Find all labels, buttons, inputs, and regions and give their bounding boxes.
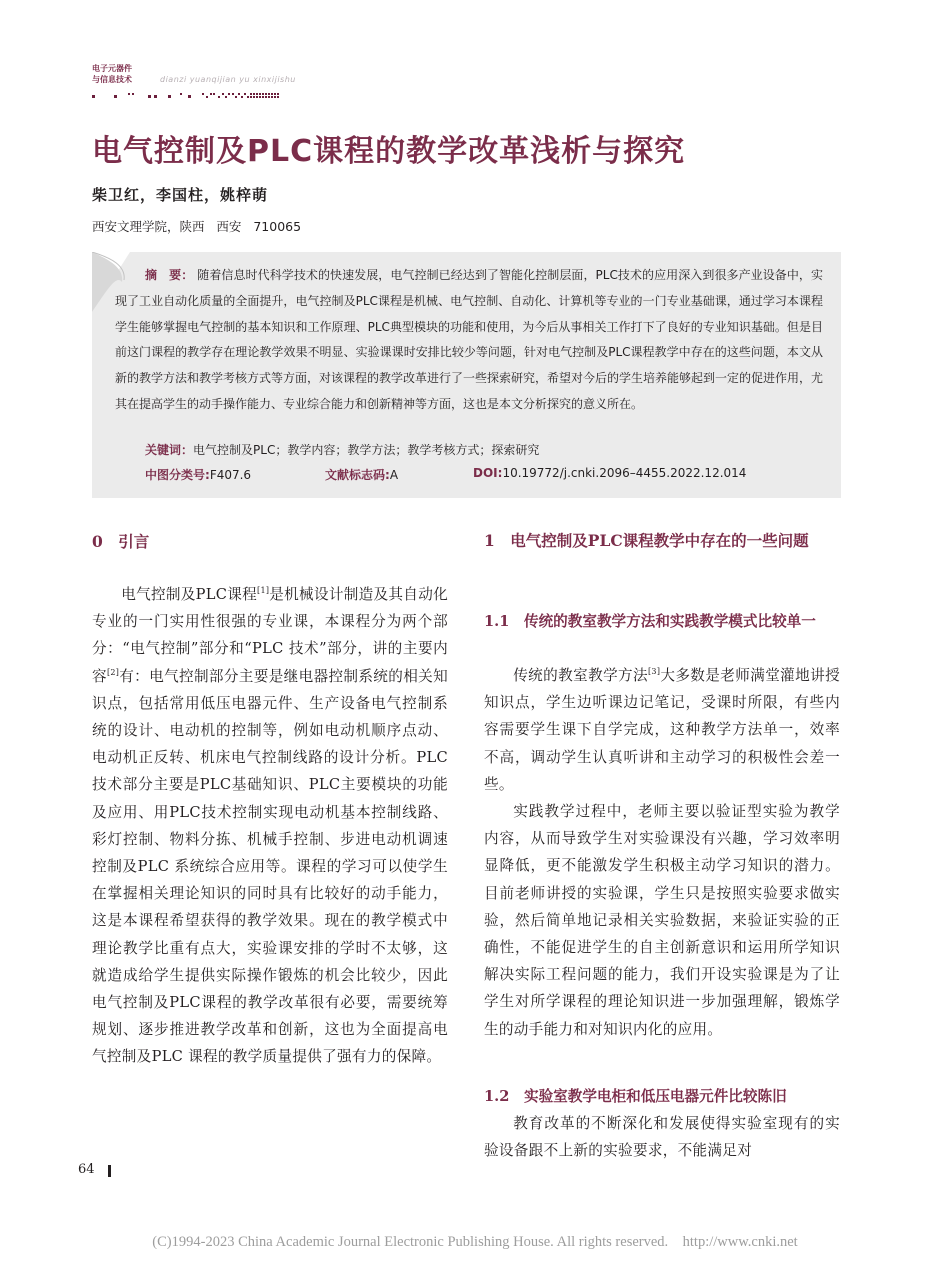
- text-run: 传统的教室教学方法: [513, 667, 649, 684]
- citation-ref: [3]: [648, 667, 661, 677]
- copyright-footer: (C)1994-2023 China Academic Journal Electronic Publishing House. All rights reserved. http://www.cnki.net: [152, 1234, 798, 1250]
- abstract-text: [115, 263, 823, 418]
- section-1-2-body: [484, 1110, 840, 1164]
- section-1-1-body: [484, 662, 840, 1043]
- text-run: 是机械设计制造及其自动化专业的一门实用性很强的专业课，本课程分为两个部分：“电气控制”部分和“PLC 技术”部分，讲的主要内容: [92, 586, 448, 685]
- article-affiliation: 西安文理学院，陕西 西安 710065: [92, 219, 302, 234]
- citation-ref: [1]: [257, 586, 270, 596]
- text-run: 电气控制及PLC课程: [121, 586, 258, 603]
- section-1-1-heading: 1.1 传统的教室教学方法和实践教学模式比较单一: [484, 613, 816, 630]
- clc-label: 中图分类号:: [145, 468, 210, 482]
- section-1-1-paragraph-1: [484, 662, 840, 798]
- section-0-heading: 0 引言: [92, 532, 150, 551]
- keywords-value: 电气控制及PLC；教学内容；教学方法；教学考核方式；探索研究: [193, 443, 540, 457]
- section-1-1-paragraph-2: 实践教学过程中，老师主要以验证型实验为教学内容，从而导致学生对实验课没有兴趣，学习效率明显降低，更不能激发学生积极主动学习知识的潜力。目前老师讲授的实验课，学生只是按照实验要求做实验，然后简单地记录相关实验数据，来验证实验的正确性，不能促进学生的自主创新意识和运用所学知识解决实际工程问题的能力，我们开设实验课是为了让学生对所学课程的理论知识进一步加强理解，锻炼学生的动手能力和对知识内化的应用。: [484, 803, 840, 1038]
- section-0-body: [92, 581, 448, 1071]
- keywords-label: 关键词：: [145, 443, 194, 457]
- keywords: [145, 441, 539, 458]
- abstract-body: 随着信息时代科学技术的快速发展，电气控制已经达到了智能化控制层面，PLC技术的应用深入到很多产业设备中，实现了工业自动化质量的全面提升，电气控制及PLC课程是机械、电气控制、自动化、计算机等专业的一门专业基础课，通过学习本课程学生能够掌握电气控制的基本知识和工作原理、PLC典型模块的功能和使用，为今后从事相关工作打下了良好的专业知识基础。但是目前这门课程的教学存在理论教学效果不明显、实验课课时安排比较少等问题，针对电气控制及PLC课程教学中存在的这些问题，本文从新的教学方法和教学考核方式等方面，对该课程的教学改革进行了一些探索研究，希望对今后的学生培养能够起到一定的促进作用，尤其在提高学生的动手操作能力、专业综合能力和创新精神等方面，这也是本文分析探究的意义所在。: [115, 268, 824, 411]
- doc-code-label: 文献标志码:: [325, 468, 390, 482]
- classification-line: [145, 466, 765, 482]
- text-run: 大多数是老师满堂灌地讲授知识点，学生边听课边记笔记，受课时所限，有些内容需要学生课下自学完成，这种教学方法单一，效率不高，调动学生认真听讲和主动学习的积极性会差一些。: [484, 667, 841, 793]
- section-1-2-heading: 1.2 实验室教学电柜和低压电器元件比较陈旧: [484, 1088, 787, 1105]
- page-number-bar: [108, 1165, 111, 1177]
- doi-value: 10.19772/j.cnki.2096–4455.2022.12.014: [502, 466, 747, 480]
- section-0-paragraph: [92, 581, 448, 1071]
- citation-ref: [2]: [106, 667, 120, 677]
- text-run: 有：电气控制部分主要是继电器控制系统的相关知识点，包括常用低压电器元件、生产设备电气控制系统的设计、电动机的控制等，例如电动机顺序点动、电动机正反转、机床电气控制线路的设计分析。PLC技术部分主要是PLC基础知识、PLC主要模块的功能及应用、用PLC技术控制实现电动机基本控制线路、彩灯控制、物料分拣、机械手控制、步进电动机调速控制及PLC 系统综合应用等。课程的学习可以使学生在掌握相关理论知识的同时具有比较好的动手能力，这是本课程希望获得的教学效果。现在的教学模式中理论教学比重有点大，实验课安排的学时不太够，这就造成给学生提供实际操作锻炼的机会比较少，因此电气控制及PLC课程的教学改革很有必要，需要统筹规划、逐步推进教学改革和创新，这也为全面提高电气控制及PLC 课程的教学质量提供了强有力的保障。: [92, 667, 448, 1066]
- article-title: 电气控制及PLC课程的教学改革浅析与探究: [92, 134, 686, 169]
- doi-label: DOI:: [473, 466, 503, 480]
- doc-code-value: A: [389, 468, 399, 482]
- page-number: 64: [78, 1162, 95, 1177]
- article-authors: 柴卫红，李国柱，姚梓萌: [92, 186, 269, 204]
- journal-pinyin: dianzi yuanqijian yu xinxijishu: [160, 75, 296, 84]
- section-1-heading: 1 电气控制及PLC课程教学中存在的一些问题: [484, 531, 809, 550]
- clc-value: F407.6: [209, 468, 252, 482]
- journal-name: 电子元器件 与信息技术: [92, 64, 132, 84]
- journal-dots-decoration: [92, 92, 282, 100]
- abstract-label: 摘 要：: [145, 268, 194, 282]
- section-1-2-paragraph-1: 教育改革的不断深化和发展使得实验室现有的实验设备跟不上新的实验要求，不能满足对: [484, 1115, 840, 1160]
